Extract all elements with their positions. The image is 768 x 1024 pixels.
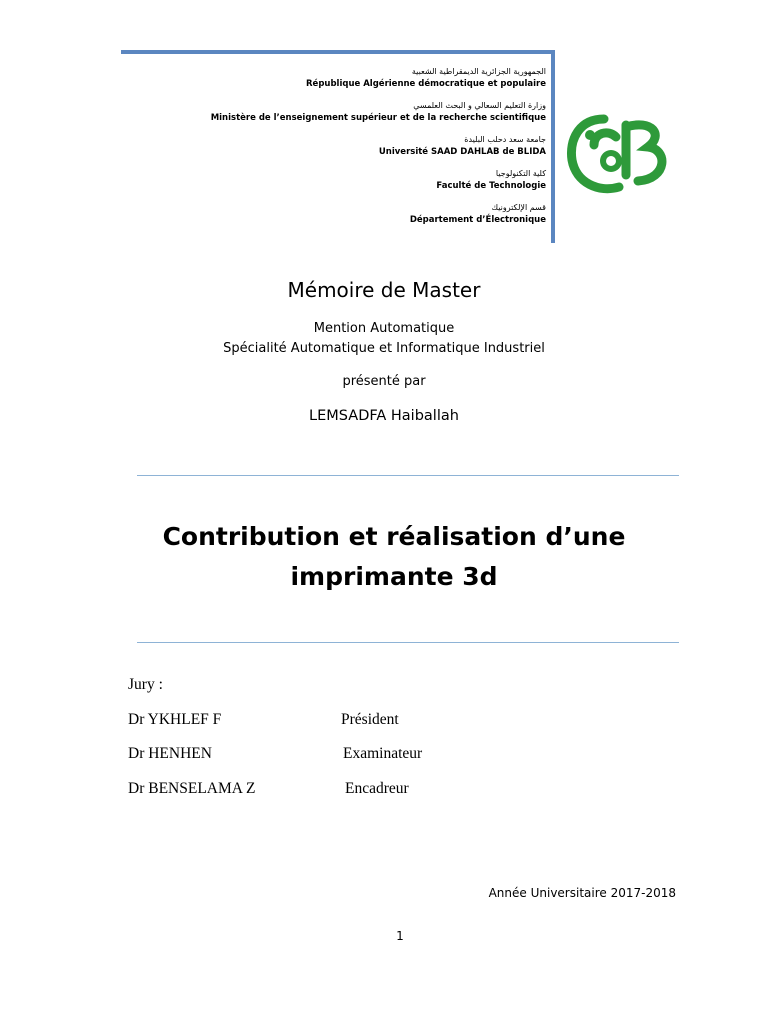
header-french-line: République Algérienne démocratique et populaire xyxy=(306,79,546,89)
header-french-line: Département d’Électronique xyxy=(409,215,546,225)
header-arabic-line: قسم الإلكترونيك xyxy=(491,203,546,212)
mention: Mention Automatique xyxy=(313,321,455,336)
header-arabic-line: جامعة سعد دحلب البليدة xyxy=(464,135,546,144)
header-arabic-line: وزارة التعليم السعالي و البحث العلمسي xyxy=(413,101,546,110)
page-number: 1 xyxy=(396,929,404,943)
jury-member-role: Président xyxy=(341,711,399,728)
header-border-top xyxy=(121,50,554,54)
academic-year: Année Universitaire 2017-2018 xyxy=(488,886,676,900)
jury-member-name: Dr HENHEN xyxy=(128,745,212,762)
document-type: Mémoire de Master xyxy=(287,278,481,302)
header-french-line: Université SAAD DAHLAB de BLIDA xyxy=(378,147,546,157)
jury-member-name: Dr YKHLEF F xyxy=(128,711,222,728)
header-arabic-line: الجمهورية الجزائرية الديمقراطية الشعبية xyxy=(411,67,546,76)
jury-member-name: Dr BENSELAMA Z xyxy=(128,780,256,797)
institution-header xyxy=(126,66,546,226)
university-logo xyxy=(564,105,674,195)
presented-by: présenté par xyxy=(342,374,426,389)
author-name: LEMSADFA Haiballah xyxy=(309,408,459,424)
header-border-right xyxy=(551,50,555,243)
thesis-title xyxy=(0,517,768,597)
header-french-line: Ministère de l’enseignement supérieur et de la recherche scientifique xyxy=(210,113,546,123)
divider xyxy=(137,475,679,476)
thesis-title-line: imprimante 3d xyxy=(290,562,498,591)
jury-member-role: Examinateur xyxy=(343,745,423,762)
header-arabic-line: كلية التكنولوجيا xyxy=(495,169,546,178)
divider xyxy=(137,642,679,643)
thesis-title-line: Contribution et réalisation d’une xyxy=(162,522,626,551)
jury-label: Jury : xyxy=(128,676,163,693)
specialite: Spécialité Automatique et Informatique Industriel xyxy=(223,341,545,356)
jury-member-role: Encadreur xyxy=(345,780,409,797)
header-french-line: Faculté de Technologie xyxy=(436,181,546,191)
